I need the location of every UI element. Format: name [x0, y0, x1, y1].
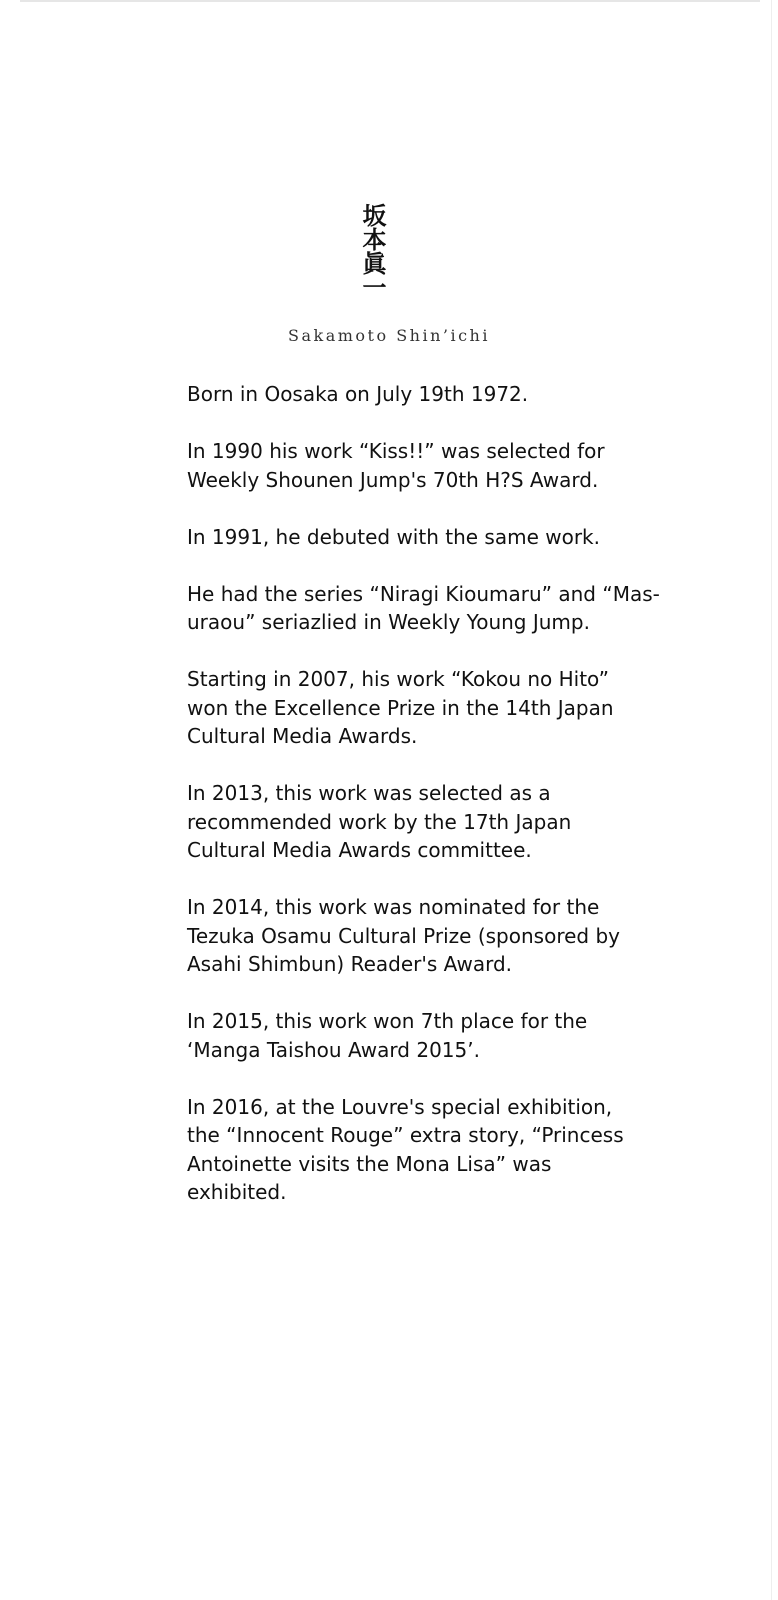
- scan-right-edge: [771, 0, 772, 1600]
- author-name-romaji: Sakamoto Shin’ichi: [288, 326, 490, 345]
- author-name-kanji: 坂本眞一: [358, 203, 387, 299]
- bio-paragraph-2013: In 2013, this work was selected as a recommended work by the 17th Japan Cultural Media Awards committee.: [187, 781, 572, 862]
- bio-paragraph-2015: In 2015, this work won 7th place for the ‘Manga Taishou Award 2015’.: [187, 1009, 588, 1062]
- scan-top-edge: [20, 0, 760, 2]
- bio-paragraph-2007: Starting in 2007, his work “Kokou no Hito” won the Excellence Prize in the 14th Japan Cultural Media Awards.: [187, 667, 614, 748]
- bio-paragraph-series: He had the series “Niragi Kioumaru” and “Mas- uraou” seriazlied in Weekly Young Jump.: [187, 581, 660, 634]
- bio-paragraph-1990: In 1990 his work “Kiss!!” was selected for Weekly Shounen Jump's 70th H?S Award.: [187, 439, 605, 492]
- bio-paragraph-1991: In 1991, he debuted with the same work.: [187, 524, 600, 549]
- author-biography: [187, 380, 687, 1235]
- bio-paragraph-2016: In 2016, at the Louvre's special exhibition, the “Innocent Rouge” extra story, “Princess Antoinette visits the Mona Lisa” was exhibited.: [187, 1094, 624, 1204]
- bio-paragraph-birth: Born in Oosaka on July 19th 1972.: [187, 382, 529, 406]
- bio-paragraph-2014: In 2014, this work was nominated for the Tezuka Osamu Cultural Prize (sponsored by Asahi Shimbun) Reader's Award.: [187, 895, 620, 976]
